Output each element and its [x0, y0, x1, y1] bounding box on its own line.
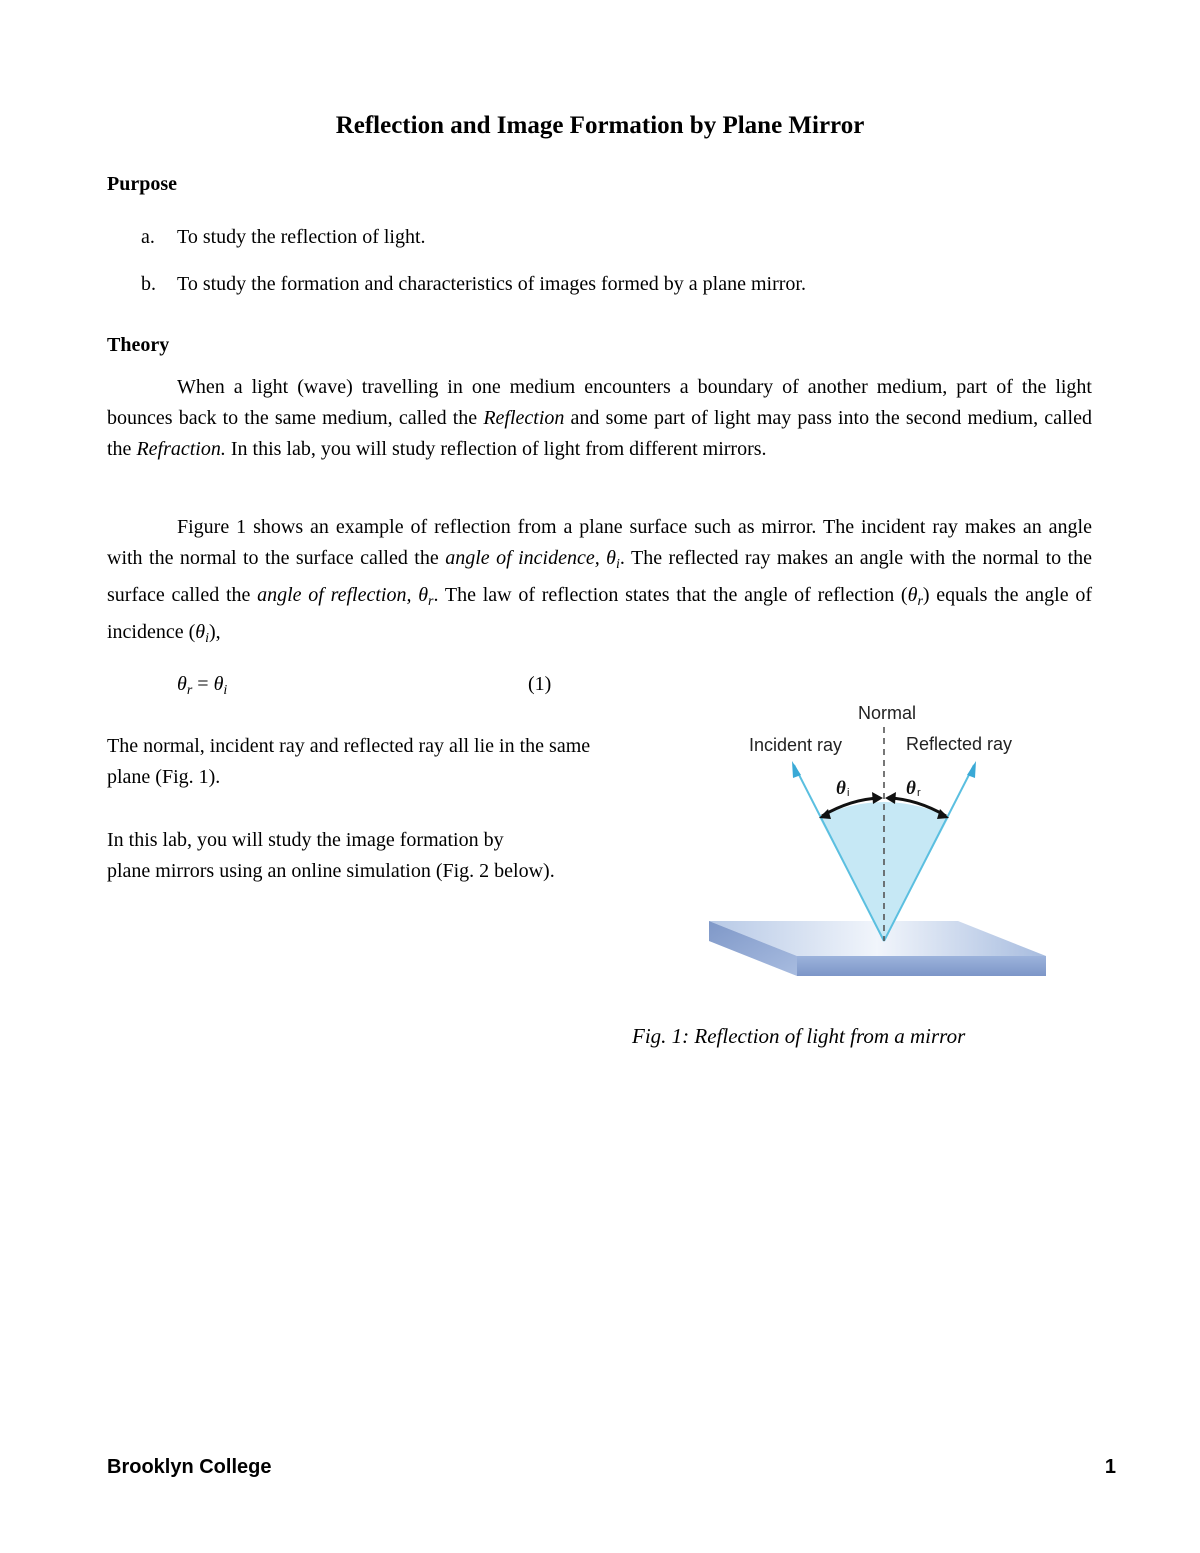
theory-paragraph-3 — [107, 731, 590, 793]
paragraph-text: and some part of light may pass into the second medium, called the — [107, 407, 1092, 460]
paragraph-text: . The reflected ray makes an angle with the normal to the surface called the — [107, 547, 1093, 606]
list-marker: a. — [141, 226, 155, 248]
page-number: 1 — [1104, 1456, 1116, 1478]
reflected-arrow-icon — [967, 761, 976, 778]
theta-symbol: θ — [195, 621, 206, 643]
theta-r-label: θ — [906, 778, 916, 799]
subscript: i — [205, 631, 209, 646]
paragraph-line: plane (Fig. 1). — [107, 766, 221, 788]
equation — [177, 673, 227, 699]
purpose-item-a — [141, 226, 426, 249]
theta-symbol: θ — [907, 584, 918, 606]
term-angle-of-incidence: angle of incidence, θ — [445, 547, 616, 569]
term-reflection: Reflection — [483, 407, 565, 429]
paragraph-text: ) equals the angle of incidence ( — [107, 584, 1092, 643]
theta-i-label: θ — [836, 778, 846, 799]
incident-arrow-icon — [792, 761, 801, 778]
paragraph-text: In this lab, you will study reflection of light from different mirrors. — [225, 438, 767, 460]
paragraph-text: ), — [209, 621, 221, 643]
incident-ray-label: Incident ray — [749, 735, 843, 755]
equation-operator: = — [192, 673, 214, 695]
theta-i-subscript: i — [847, 787, 850, 799]
subscript: i — [223, 683, 228, 698]
purpose-heading: Purpose — [107, 173, 177, 195]
subscript: r — [917, 594, 923, 609]
theory-paragraph-4 — [107, 825, 555, 887]
reflection-figure — [700, 695, 1060, 985]
list-marker: b. — [141, 273, 156, 295]
mirror-front — [797, 956, 1046, 976]
footer-institution: Brooklyn College — [107, 1456, 272, 1478]
subscript: i — [616, 557, 620, 572]
paragraph-line: plane mirrors using an online simulation (Fig. 2 below). — [107, 860, 555, 882]
subscript: r — [186, 683, 193, 698]
list-item-text: To study the reflection of light. — [177, 226, 426, 248]
equation-rhs: θ — [213, 673, 224, 695]
subscript: r — [428, 594, 434, 609]
purpose-item-b — [141, 273, 806, 296]
reflected-ray-label: Reflected ray — [906, 734, 1013, 754]
term-refraction: Refraction. — [136, 438, 226, 460]
list-item-text: To study the formation and characteristics of images formed by a plane mirror. — [177, 273, 806, 295]
paragraph-line: The normal, incident ray and reflected ray all lie in the same — [107, 735, 591, 757]
paragraph-line: In this lab, you will study the image formation by — [107, 829, 504, 851]
paragraph-text: When a light (wave) travelling in one medium encounters a boundary of another medium, part of the light bounces back to the same medium, called the — [107, 376, 1092, 429]
equation-number: (1) — [528, 673, 552, 695]
paragraph-text: . The law of reflection states that the angle of reflection ( — [433, 584, 908, 606]
paragraph-text: Figure 1 shows an example of reflection from a plane surface such as mirror. The incident ray makes an angle with the normal to the surface called the — [107, 516, 1092, 569]
theory-heading: Theory — [107, 334, 170, 356]
normal-label: Normal — [857, 703, 917, 723]
theory-paragraph-1 — [107, 372, 1092, 465]
page-title: Reflection and Image Formation by Plane Mirror — [335, 112, 865, 139]
theory-paragraph-2 — [107, 512, 1092, 654]
figure-caption: Fig. 1: Reflection of light from a mirror — [632, 1024, 966, 1048]
theta-r-subscript: r — [917, 787, 921, 799]
term-angle-of-reflection: angle of reflection, θ — [257, 584, 429, 606]
equation-lhs: θ — [177, 673, 187, 695]
